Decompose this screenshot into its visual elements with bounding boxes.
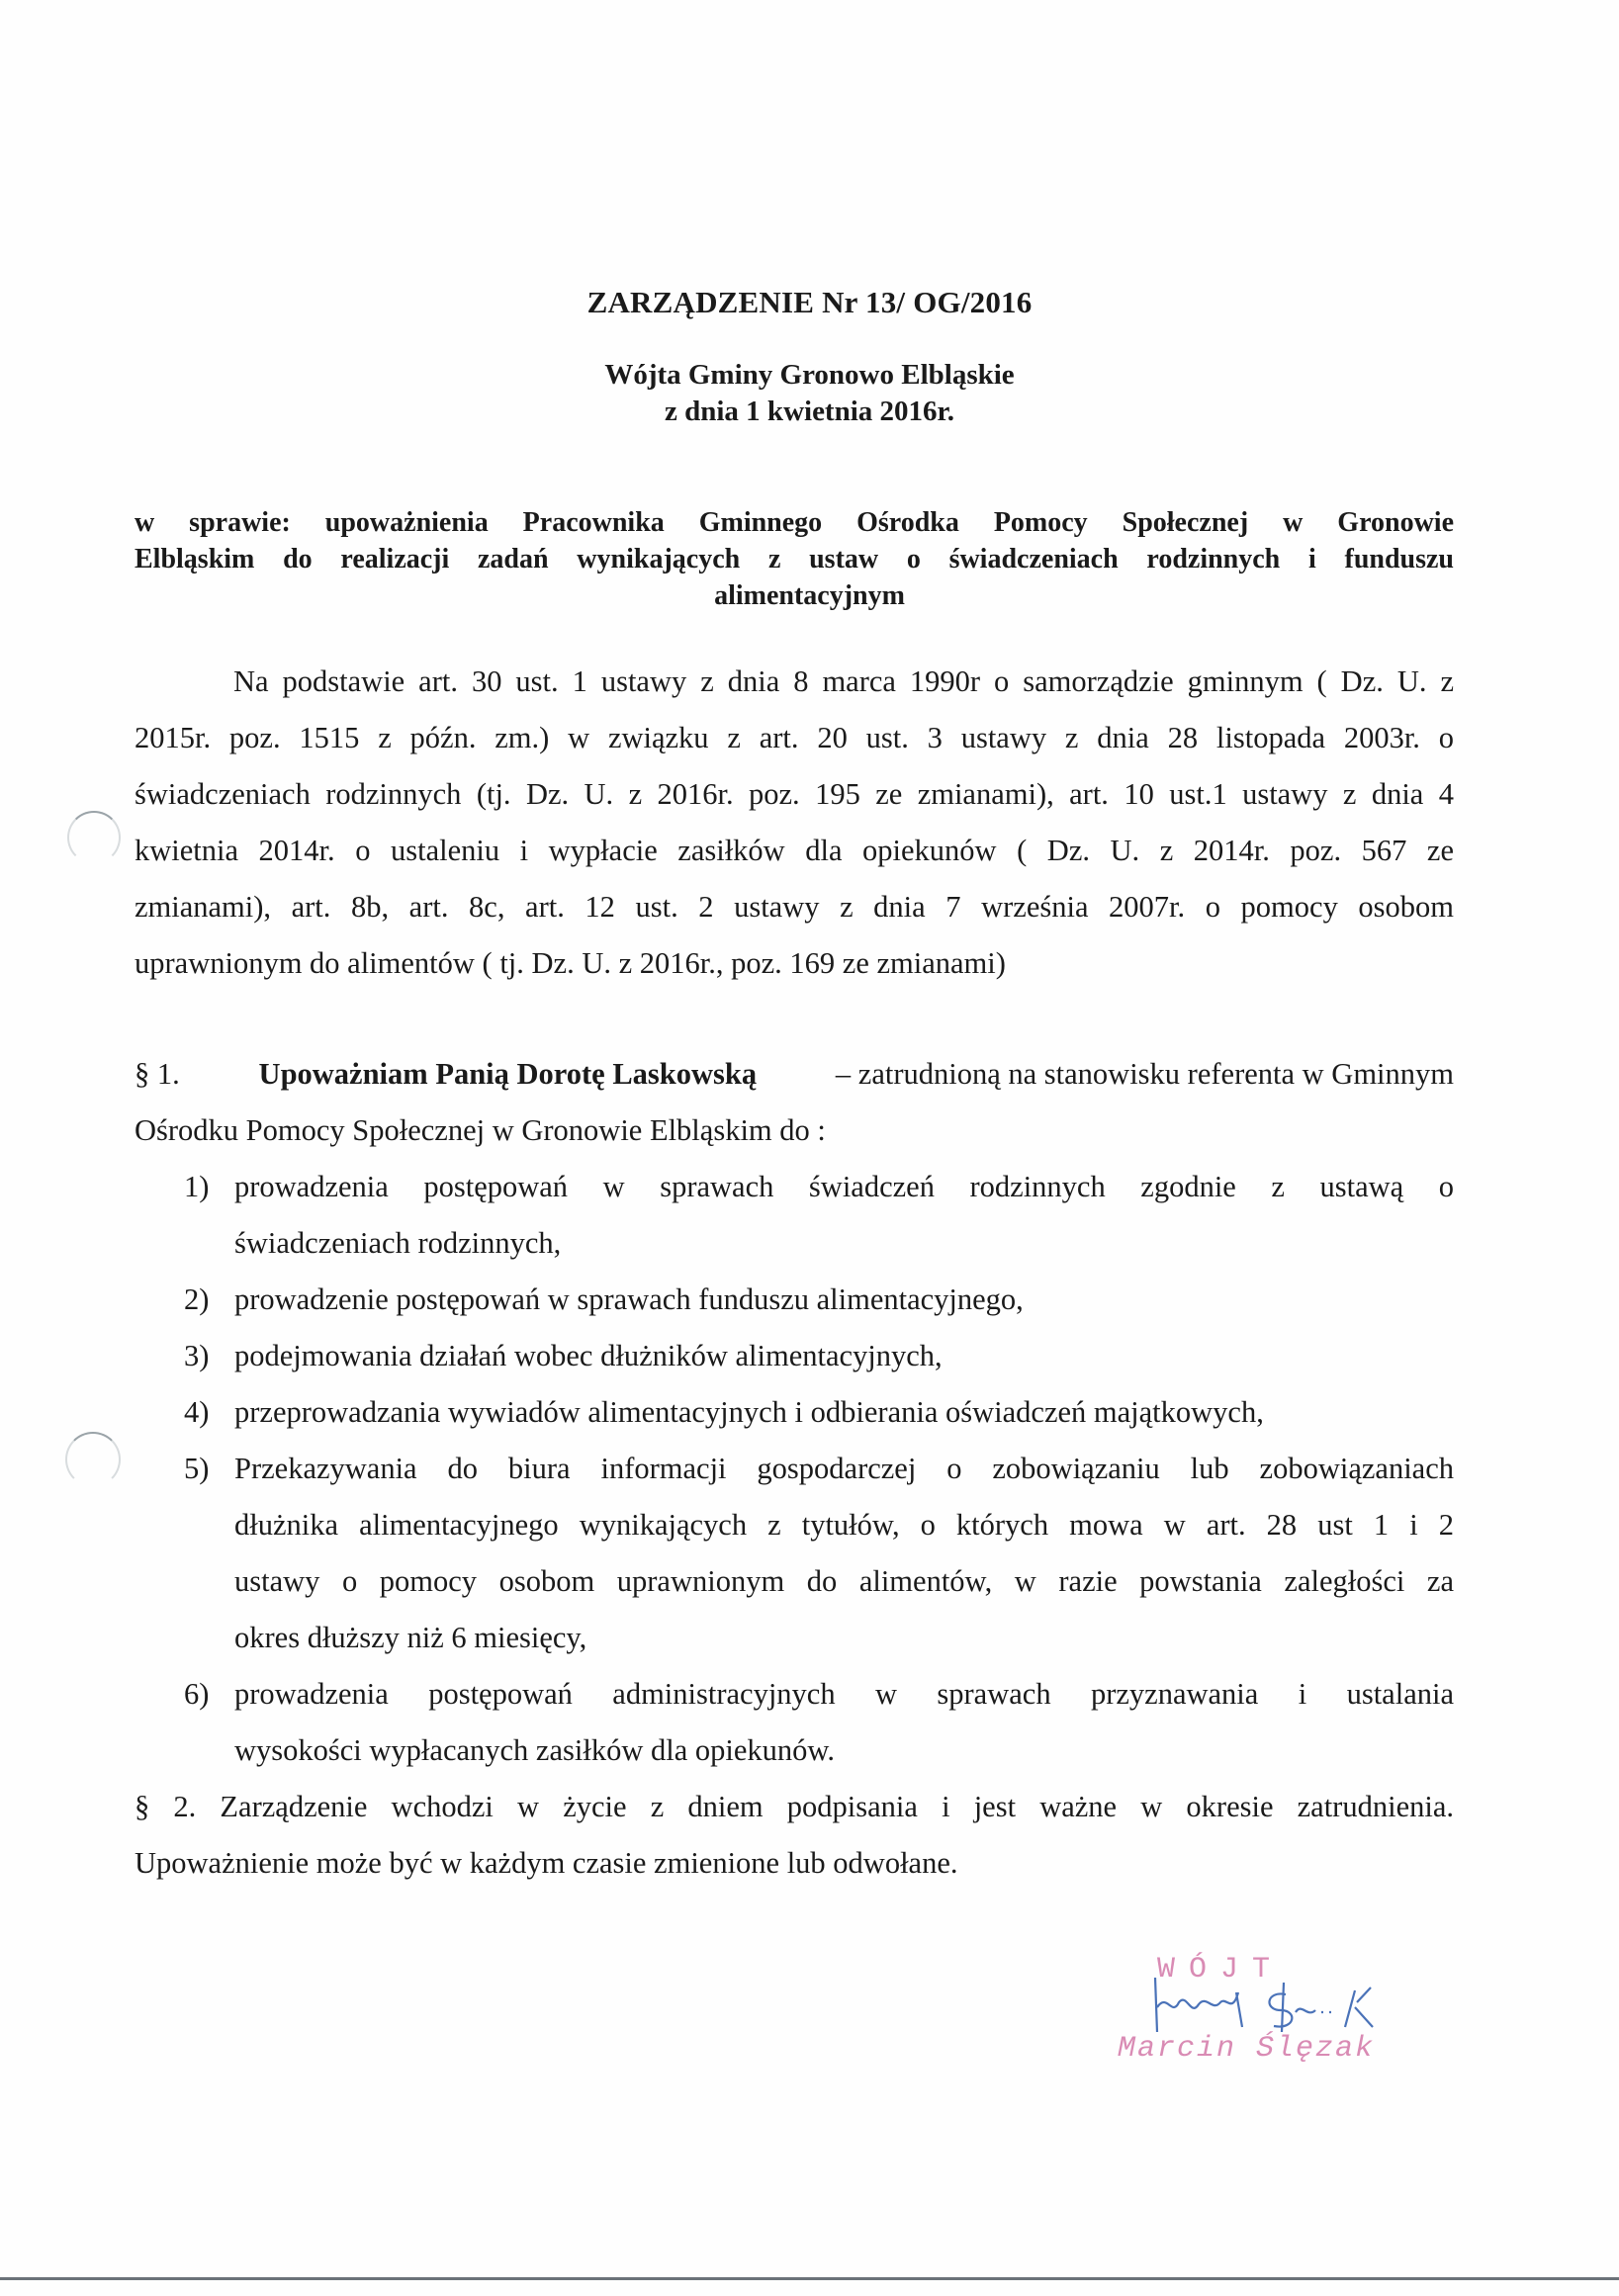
scan-edge-divider (0, 2277, 1619, 2280)
subject-line-3: alimentacyjnym (714, 580, 905, 611)
section2-line-2: Upoważnienie może być w każdym czasie zmienione lub odwołane. (135, 1846, 958, 1880)
subject-line-2: Elbląskim do realizacji zadań wynikających z ustaw o świadczeniach rodzinnych i funduszu (135, 544, 1454, 574)
preamble-line-5: zmianami), art. 8b, art. 8c, art. 12 ust. 2 ustawy z dnia 7 września 2007r. o pomocy osobom (135, 890, 1454, 924)
hole-punch-mark (67, 811, 121, 864)
item-3-line-1: podejmowania działań wobec dłużników alimentacyjnych, (234, 1339, 943, 1372)
item-1-number: 1) (184, 1170, 210, 1203)
preamble-line-1: Na podstawie art. 30 ust. 1 ustawy z dnia 8 marca 1990r o samorządzie gminnym ( Dz. U. z (233, 664, 1454, 698)
item-6-line-1: prowadzenia postępowań administracyjnych w sprawach przyznawania i ustalania (234, 1677, 1454, 1711)
section2-line-1: § 2. Zarządzenie wchodzi w życie z dniem podpisania i jest ważne w okresie zatrudnienia. (135, 1790, 1454, 1823)
item-2-line-1: prowadzenie postępowań w sprawach funduszu alimentacyjnego, (234, 1282, 1024, 1316)
hole-punch-mark (65, 1432, 121, 1487)
section1-authorized-person: Upoważniam Panią Dorotę Laskowską (258, 1057, 758, 1091)
item-5-line-2: dłużnika alimentacyjnego wynikających z tytułów, o których mowa w art. 28 ust 1 i 2 (234, 1508, 1454, 1542)
document-title: ZARZĄDZENIE Nr 13/ OG/2016 (586, 285, 1033, 319)
preamble-line-2: 2015r. poz. 1515 z późn. zm.) w związku z art. 20 ust. 3 ustawy z dnia 28 listopada 2003r. o (135, 721, 1454, 754)
stamp-role: WÓJT (1157, 1953, 1285, 1987)
section1-line-2: Ośrodku Pomocy Społecznej w Gronowie Elbląskim do : (135, 1113, 826, 1147)
item-5-line-1: Przekazywania do biura informacji gospodarczej o zobowiązaniu lub zobowiązaniach (234, 1452, 1454, 1485)
preamble-line-4: kwietnia 2014r. o ustaleniu i wypłacie zasiłków dla opiekunów ( Dz. U. z 2014r. poz. 567 ze (135, 834, 1454, 867)
item-5-line-4: okres dłuższy niż 6 miesięcy, (234, 1621, 587, 1654)
stamp-name: Marcin Ślęzak (1118, 2032, 1376, 2066)
document-issuer: Wójta Gminy Gronowo Elbląskie (604, 359, 1015, 391)
section1-marker: § 1. (135, 1057, 180, 1091)
item-2-number: 2) (184, 1282, 210, 1316)
preamble-line-3: świadczeniach rodzinnych (tj. Dz. U. z 2016r. poz. 195 ze zmianami), art. 10 ust.1 ustawy z dnia 4 (135, 777, 1454, 811)
item-6-number: 6) (184, 1677, 210, 1711)
preamble-line-6: uprawnionym do alimentów ( tj. Dz. U. z 2016r., poz. 169 ze zmianami) (135, 946, 1006, 980)
document-date: z dnia 1 kwietnia 2016r. (665, 396, 954, 427)
subject-line-1: w sprawie: upoważnienia Pracownika Gminnego Ośrodka Pomocy Społecznej w Gronowie (135, 507, 1454, 538)
item-5-number: 5) (184, 1452, 210, 1485)
section1-rest: – zatrudnioną na stanowisku referenta w Gminnym (835, 1057, 1454, 1091)
item-6-line-2: wysokości wypłacanych zasiłków dla opiekunów. (234, 1733, 836, 1767)
item-1-line-1: prowadzenia postępowań w sprawach świadczeń rodzinnych zgodnie z ustawą o (234, 1170, 1454, 1203)
item-3-number: 3) (184, 1339, 210, 1372)
item-5-line-3: ustawy o pomocy osobom uprawnionym do alimentów, w razie powstania zaległości za (234, 1564, 1454, 1598)
section1-line-1 (135, 1057, 1454, 1092)
item-4-line-1: przeprowadzania wywiadów alimentacyjnych i odbierania oświadczeń majątkowych, (234, 1395, 1264, 1429)
item-4-number: 4) (184, 1395, 210, 1429)
item-1-line-2: świadczeniach rodzinnych, (234, 1226, 562, 1260)
